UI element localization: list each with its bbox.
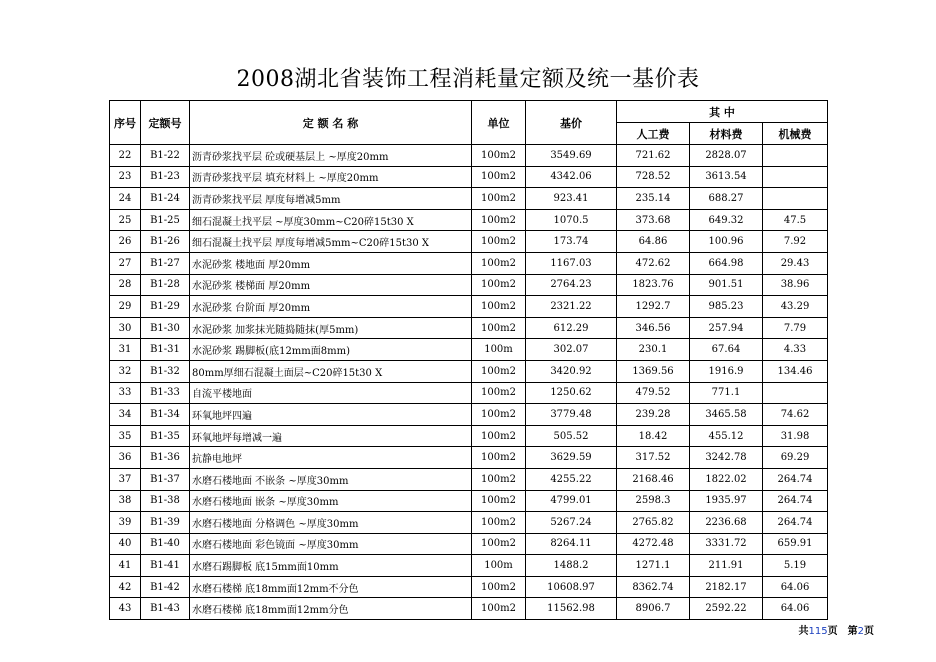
row-base-price: 4342.06: [526, 166, 617, 188]
table-row: [110, 447, 828, 469]
row-name: 沥青砂浆找平层 砼或硬基层上 ~厚度20mm: [190, 145, 472, 167]
row-labor: 239.28: [617, 404, 690, 426]
row-name: 水磨石楼地面 分格调色 ~厚度30mm: [190, 512, 472, 534]
row-name: 水泥砂浆 楼梯面 厚20mm: [190, 274, 472, 296]
row-base-price: 612.29: [526, 317, 617, 339]
row-machine: 43.29: [763, 296, 828, 318]
row-unit: 100m2: [472, 382, 526, 404]
row-material: 1935.97: [690, 490, 763, 512]
row-seq: 29: [110, 296, 141, 318]
row-seq: 36: [110, 447, 141, 469]
row-seq: 26: [110, 231, 141, 253]
row-labor: 1292.7: [617, 296, 690, 318]
row-seq: 28: [110, 274, 141, 296]
row-code: B1-30: [141, 317, 190, 339]
row-machine: 69.29: [763, 447, 828, 469]
table-row: [110, 512, 828, 534]
row-seq: 39: [110, 512, 141, 534]
table-row: [110, 339, 828, 361]
row-code: B1-26: [141, 231, 190, 253]
row-code: B1-41: [141, 555, 190, 577]
row-code: B1-42: [141, 576, 190, 598]
row-machine: 134.46: [763, 360, 828, 382]
row-labor: 8906.7: [617, 598, 690, 620]
row-unit: 100m2: [472, 166, 526, 188]
row-name: 水泥砂浆 加浆抹光随捣随抹(厚5mm): [190, 317, 472, 339]
row-base-price: 3629.59: [526, 447, 617, 469]
row-unit: 100m2: [472, 425, 526, 447]
row-code: B1-27: [141, 252, 190, 274]
row-seq: 40: [110, 533, 141, 555]
table-row: [110, 533, 828, 555]
table-row: [110, 145, 828, 167]
row-labor: 4272.48: [617, 533, 690, 555]
row-material: 3613.54: [690, 166, 763, 188]
header-seq: 序号: [110, 101, 141, 145]
row-code: B1-40: [141, 533, 190, 555]
row-unit: 100m2: [472, 576, 526, 598]
row-code: B1-24: [141, 188, 190, 210]
row-name: 沥青砂浆找平层 厚度每增减5mm: [190, 188, 472, 210]
row-seq: 30: [110, 317, 141, 339]
row-material: 2828.07: [690, 145, 763, 167]
header-group: 其 中: [617, 101, 828, 123]
page-prefix: 第: [847, 626, 858, 637]
table-row: [110, 490, 828, 512]
row-code: B1-29: [141, 296, 190, 318]
row-seq: 24: [110, 188, 141, 210]
row-machine: 7.92: [763, 231, 828, 253]
row-labor: 64.86: [617, 231, 690, 253]
row-machine: 659.91: [763, 533, 828, 555]
row-seq: 32: [110, 360, 141, 382]
table-row: [110, 317, 828, 339]
row-material: 1916.9: [690, 360, 763, 382]
row-name: 水泥砂浆 踢脚板(底12mm面8mm): [190, 339, 472, 361]
table-row: [110, 252, 828, 274]
row-name: 环氧地坪每增减一遍: [190, 425, 472, 447]
row-machine: 7.79: [763, 317, 828, 339]
row-labor: 235.14: [617, 188, 690, 210]
row-material: 455.12: [690, 425, 763, 447]
row-base-price: 10608.97: [526, 576, 617, 598]
row-unit: 100m2: [472, 598, 526, 620]
row-material: 649.32: [690, 209, 763, 231]
row-name: 沥青砂浆找平层 填充材料上 ~厚度20mm: [190, 166, 472, 188]
row-material: 901.51: [690, 274, 763, 296]
row-name: 抗静电地坪: [190, 447, 472, 469]
row-base-price: 1070.5: [526, 209, 617, 231]
row-unit: 100m2: [472, 317, 526, 339]
row-unit: 100m2: [472, 404, 526, 426]
row-material: 1822.02: [690, 468, 763, 490]
row-seq: 35: [110, 425, 141, 447]
row-unit: 100m2: [472, 209, 526, 231]
row-code: B1-37: [141, 468, 190, 490]
row-unit: 100m: [472, 555, 526, 577]
row-base-price: 505.52: [526, 425, 617, 447]
row-seq: 41: [110, 555, 141, 577]
row-base-price: 2764.23: [526, 274, 617, 296]
row-material: 3465.58: [690, 404, 763, 426]
table-row: [110, 274, 828, 296]
row-name: 水磨石踢脚板 底15mm面10mm: [190, 555, 472, 577]
row-code: B1-36: [141, 447, 190, 469]
row-seq: 37: [110, 468, 141, 490]
header-unit: 单位: [472, 101, 526, 145]
table-row: [110, 296, 828, 318]
table-row: [110, 166, 828, 188]
page-suffix: 页: [864, 626, 874, 637]
row-labor: 2598.3: [617, 490, 690, 512]
row-name: 环氧地坪四遍: [190, 404, 472, 426]
row-machine: 4.33: [763, 339, 828, 361]
row-seq: 33: [110, 382, 141, 404]
row-base-price: 1488.2: [526, 555, 617, 577]
row-machine: 5.19: [763, 555, 828, 577]
row-seq: 34: [110, 404, 141, 426]
row-labor: 18.42: [617, 425, 690, 447]
header-material: 材料费: [690, 123, 763, 145]
row-unit: 100m2: [472, 188, 526, 210]
row-base-price: 4255.22: [526, 468, 617, 490]
row-name: 水泥砂浆 楼地面 厚20mm: [190, 252, 472, 274]
row-name: 水磨石楼地面 彩色镜面 ~厚度30mm: [190, 533, 472, 555]
row-material: 3242.78: [690, 447, 763, 469]
row-machine: [763, 382, 828, 404]
row-base-price: 5267.24: [526, 512, 617, 534]
table-row: [110, 360, 828, 382]
row-name: 水磨石楼梯 底18mm面12mm不分色: [190, 576, 472, 598]
row-base-price: 3549.69: [526, 145, 617, 167]
table-row: [110, 425, 828, 447]
row-machine: 29.43: [763, 252, 828, 274]
row-base-price: 302.07: [526, 339, 617, 361]
row-machine: 264.74: [763, 490, 828, 512]
header-machine: 机械费: [763, 123, 828, 145]
header-labor: 人工费: [617, 123, 690, 145]
row-code: B1-39: [141, 512, 190, 534]
row-machine: [763, 166, 828, 188]
page-footer: [799, 622, 874, 637]
row-material: 211.91: [690, 555, 763, 577]
row-code: B1-25: [141, 209, 190, 231]
row-seq: 22: [110, 145, 141, 167]
row-base-price: 1250.62: [526, 382, 617, 404]
total-pages: 115: [808, 626, 828, 637]
row-seq: 31: [110, 339, 141, 361]
table-row: [110, 576, 828, 598]
row-labor: 1823.76: [617, 274, 690, 296]
row-labor: 728.52: [617, 166, 690, 188]
row-material: 664.98: [690, 252, 763, 274]
row-labor: 472.62: [617, 252, 690, 274]
row-material: 100.96: [690, 231, 763, 253]
row-base-price: 3420.92: [526, 360, 617, 382]
row-name: 80mm厚细石混凝土面层~C20碎15t30 X: [190, 360, 472, 382]
row-seq: 42: [110, 576, 141, 598]
row-material: 257.94: [690, 317, 763, 339]
row-seq: 27: [110, 252, 141, 274]
row-code: B1-34: [141, 404, 190, 426]
row-seq: 23: [110, 166, 141, 188]
row-material: 67.64: [690, 339, 763, 361]
total-suffix: 页: [827, 626, 838, 637]
row-code: B1-32: [141, 360, 190, 382]
row-unit: 100m2: [472, 512, 526, 534]
row-labor: 1369.56: [617, 360, 690, 382]
row-machine: 74.62: [763, 404, 828, 426]
row-machine: [763, 145, 828, 167]
table-row: [110, 209, 828, 231]
header-base-price: 基价: [526, 101, 617, 145]
row-labor: 721.62: [617, 145, 690, 167]
row-name: 水磨石楼梯 底18mm面12mm分色: [190, 598, 472, 620]
row-material: 688.27: [690, 188, 763, 210]
table-row: [110, 382, 828, 404]
row-seq: 38: [110, 490, 141, 512]
total-prefix: 共: [798, 626, 809, 637]
row-code: B1-28: [141, 274, 190, 296]
row-code: B1-23: [141, 166, 190, 188]
row-labor: 8362.74: [617, 576, 690, 598]
row-unit: 100m2: [472, 533, 526, 555]
row-base-price: 923.41: [526, 188, 617, 210]
row-machine: 264.74: [763, 468, 828, 490]
row-material: 2236.68: [690, 512, 763, 534]
table-row: [110, 188, 828, 210]
row-name: 水磨石楼地面 嵌条 ~厚度30mm: [190, 490, 472, 512]
row-material: 771.1: [690, 382, 763, 404]
row-unit: 100m2: [472, 490, 526, 512]
row-base-price: 8264.11: [526, 533, 617, 555]
page-number: 2: [857, 626, 864, 637]
row-unit: 100m2: [472, 145, 526, 167]
row-name: 水泥砂浆 台阶面 厚20mm: [190, 296, 472, 318]
row-labor: 346.56: [617, 317, 690, 339]
row-material: 2182.17: [690, 576, 763, 598]
row-labor: 230.1: [617, 339, 690, 361]
row-machine: 264.74: [763, 512, 828, 534]
table-body: [110, 145, 828, 620]
row-machine: 47.5: [763, 209, 828, 231]
row-machine: 64.06: [763, 598, 828, 620]
row-material: 2592.22: [690, 598, 763, 620]
row-unit: 100m2: [472, 468, 526, 490]
table-row: [110, 468, 828, 490]
row-labor: 1271.1: [617, 555, 690, 577]
row-machine: 31.98: [763, 425, 828, 447]
row-unit: 100m2: [472, 296, 526, 318]
row-machine: 64.06: [763, 576, 828, 598]
row-base-price: 4799.01: [526, 490, 617, 512]
row-name: 自流平楼地面: [190, 382, 472, 404]
row-base-price: 2321.22: [526, 296, 617, 318]
row-code: B1-31: [141, 339, 190, 361]
row-unit: 100m2: [472, 360, 526, 382]
row-unit: 100m2: [472, 231, 526, 253]
row-name: 细石混凝土找平层 厚度每增减5mm~C20碎15t30 X: [190, 231, 472, 253]
row-unit: 100m: [472, 339, 526, 361]
row-base-price: 173.74: [526, 231, 617, 253]
table-row: [110, 555, 828, 577]
row-labor: 317.52: [617, 447, 690, 469]
row-labor: 479.52: [617, 382, 690, 404]
row-seq: 43: [110, 598, 141, 620]
row-machine: [763, 188, 828, 210]
row-name: 水磨石楼地面 不嵌条 ~厚度30mm: [190, 468, 472, 490]
row-labor: 2765.82: [617, 512, 690, 534]
table-row: [110, 404, 828, 426]
row-unit: 100m2: [472, 447, 526, 469]
header-code: 定额号: [141, 101, 190, 145]
row-seq: 25: [110, 209, 141, 231]
table-row: [110, 598, 828, 620]
row-unit: 100m2: [472, 252, 526, 274]
page-title: 2008湖北省装饰工程消耗量定额及统一基价表: [236, 67, 700, 92]
row-code: B1-22: [141, 145, 190, 167]
row-base-price: 3779.48: [526, 404, 617, 426]
row-code: B1-43: [141, 598, 190, 620]
row-machine: 38.96: [763, 274, 828, 296]
row-labor: 2168.46: [617, 468, 690, 490]
row-unit: 100m2: [472, 274, 526, 296]
table-row: [110, 231, 828, 253]
row-code: B1-33: [141, 382, 190, 404]
row-labor: 373.68: [617, 209, 690, 231]
row-base-price: 11562.98: [526, 598, 617, 620]
quota-table: [109, 100, 828, 620]
row-code: B1-35: [141, 425, 190, 447]
row-material: 985.23: [690, 296, 763, 318]
row-material: 3331.72: [690, 533, 763, 555]
row-name: 细石混凝土找平层 ~厚度30mm~C20碎15t30 X: [190, 209, 472, 231]
row-code: B1-38: [141, 490, 190, 512]
row-base-price: 1167.03: [526, 252, 617, 274]
header-name: 定 额 名 称: [190, 101, 472, 145]
